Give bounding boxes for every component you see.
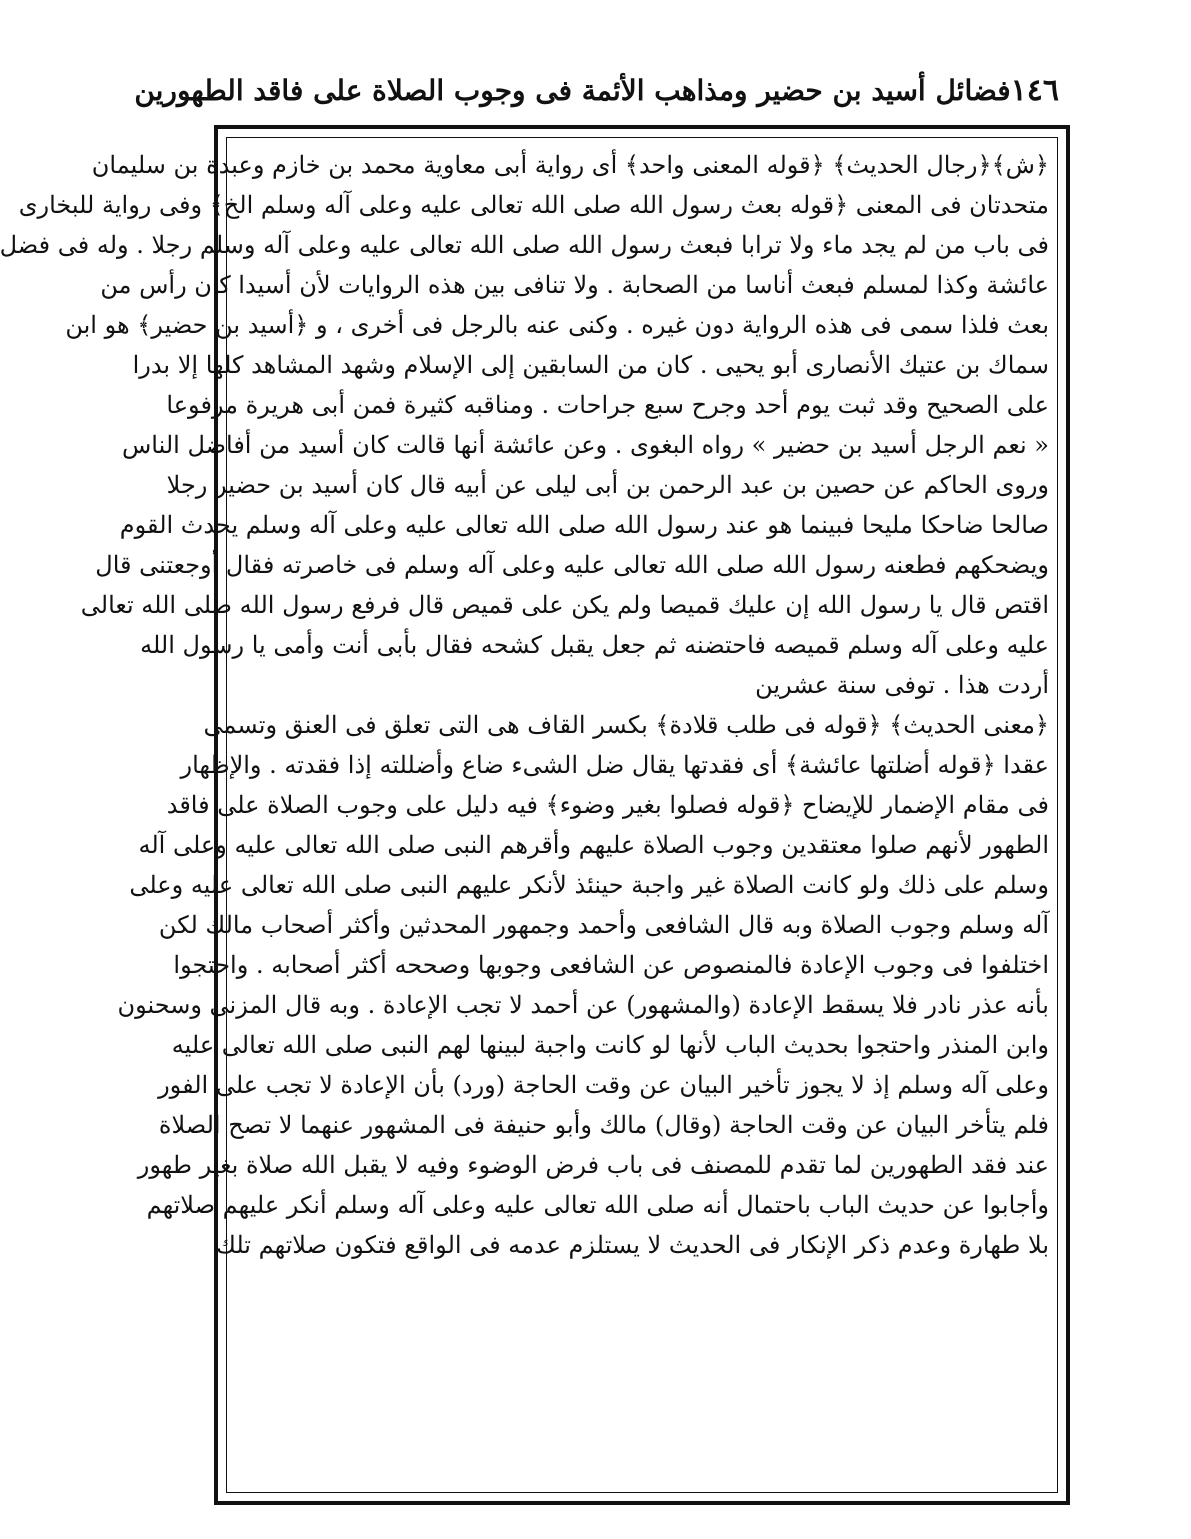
text-line: ﴿ش﴾﴿رجال الحديث﴾ ﴿قوله المعنى واحد﴾ أى رواية أبى معاوية محمد بن خازم وعبدة بن سليمان xyxy=(91,151,1049,179)
text-body xyxy=(0,145,1049,1490)
text-line: وعلى آله وسلم إذ لا يجوز تأخير البيان عن وقت الحاجة (ورد) بأن الإعادة لا تجب على الفور xyxy=(158,1071,1049,1099)
text-line: وسلم على ذلك ولو كانت الصلاة غير واجبة حينئذ لأنكر عليهم النبى صلى الله تعالى عليه وعلى xyxy=(129,871,1049,899)
text-line: « نعم الرجل أسيد بن حضير » رواه البغوى . وعن عائشة أنها قالت كان أسيد من أفاضل الناس xyxy=(122,431,1049,459)
text-line: بأنه عذر نادر فلا يسقط الإعادة (والمشهور) عن أحمد لا تجب الإعادة . وبه قال المزنى وسحنون xyxy=(117,991,1049,1019)
text-line: على الصحيح وقد ثبت يوم أحد وجرح سبع جراحات . ومناقبه كثيرة فمن أبى هريرة مرفوعا xyxy=(166,391,1049,419)
text-line: عقدا ﴿قوله أضلتها عائشة﴾ أى فقدتها يقال ضل الشىء ضاع وأضللته إذا فقدته . والإظهار xyxy=(180,751,1049,779)
text-line: وأجابوا عن حديث الباب باحتمال أنه صلى الله تعالى عليه وعلى آله وسلم أنكر عليهم صلاتهم xyxy=(146,1191,1049,1219)
text-line: الطهور لأنهم صلوا معتقدين وجوب الصلاة عليهم وأقرهم النبى صلى الله تعالى عليه وعلى آله xyxy=(138,831,1049,859)
text-line: متحدتان فى المعنى ﴿قوله بعث رسول الله صلى الله تعالى عليه وعلى آله وسلم الخ﴾ وفى رواية للبخارى xyxy=(18,191,1049,219)
text-line: فى باب من لم يجد ماء ولا ترابا فبعث رسول الله صلى الله تعالى عليه وعلى آله وسلم رجلا . وله فى فضل xyxy=(0,231,1049,259)
text-line: ويضحكهم فطعنه رسول الله صلى الله تعالى عليه وعلى آله وسلم فى خاصرته فقال أوجعتنى قال xyxy=(95,551,1049,579)
text-line: وابن المنذر واحتجوا بحديث الباب لأنها لو كانت واجبة لبينها لهم النبى صلى الله تعالى عليه xyxy=(171,1031,1049,1059)
text-line: أردت هذا . توفى سنة عشرين xyxy=(755,671,1049,699)
text-line: ﴿معنى الحديث﴾ ﴿قوله فى طلب قلادة﴾ بكسر القاف هى التى تعلق فى العنق وتسمى xyxy=(203,711,1049,739)
text-line: فلم يتأخر البيان عن وقت الحاجة (وقال) مالك وأبو حنيفة فى المشهور عنهما لا تصح الصلاة xyxy=(158,1111,1049,1139)
text-line: اختلفوا فى وجوب الإعادة فالمنصوص عن الشافعى وجوبها وصححه أكثر أصحابه . واحتجوا xyxy=(173,951,1049,979)
text-line: عليه وعلى آله وسلم قميصه فاحتضنه ثم جعل يقبل كشحه فقال بأبى أنت وأمى يا رسول الله xyxy=(140,631,1049,659)
text-line: فى مقام الإضمار للإيضاح ﴿قوله فصلوا بغير وضوء﴾ فيه دليل على وجوب الصلاة على فاقد xyxy=(166,791,1049,819)
text-line: آله وسلم وجوب الصلاة وبه قال الشافعى وأحمد وجمهور المحدثين وأكثر أصحاب مالك لكن xyxy=(158,911,1049,939)
text-line: وروى الحاكم عن حصين بن عبد الرحمن بن أبى ليلى عن أبيه قال كان أسيد بن حضير رجلا xyxy=(166,471,1049,499)
text-line: بعث فلذا سمى فى هذه الرواية دون غيره . وكنى عنه بالرجل فى أخرى ، و ﴿أسيد بن حضير﴾ هو ابن xyxy=(65,311,1049,339)
text-line: اقتص قال يا رسول الله إن عليك قميصا ولم يكن على قميص قال فرفع رسول الله صلى الله تعالى xyxy=(80,591,1049,619)
text-line: عائشة وكذا لمسلم فبعث أناسا من الصحابة . ولا تنافى بين هذه الروايات لأن أسيدا كان رأس من xyxy=(100,271,1049,299)
text-line: عند فقد الطهورين لما تقدم للمصنف فى باب فرض الوضوء وفيه لا يقبل الله صلاة بغير طهور xyxy=(137,1151,1049,1179)
page-header xyxy=(134,62,1059,118)
text-line: بلا طهارة وعدم ذكر الإنكار فى الحديث لا يستلزم عدمه فى الواقع فتكون صلاتهم تلك xyxy=(216,1231,1049,1259)
text-line: صالحا ضاحكا مليحا فبينما هو عند رسول الله صلى الله تعالى عليه وعلى آله وسلم يحدث القوم xyxy=(119,511,1049,539)
text-line: سماك بن عتيك الأنصارى أبو يحيى . كان من السابقين إلى الإسلام وشهد المشاهد كلها إلا بدرا xyxy=(132,351,1049,379)
page-number: ١٤٦ xyxy=(1010,72,1059,108)
running-title: فضائل أسيد بن حضير ومذاهب الأئمة فى وجوب الصلاة على فاقد الطهورين xyxy=(134,73,1011,107)
